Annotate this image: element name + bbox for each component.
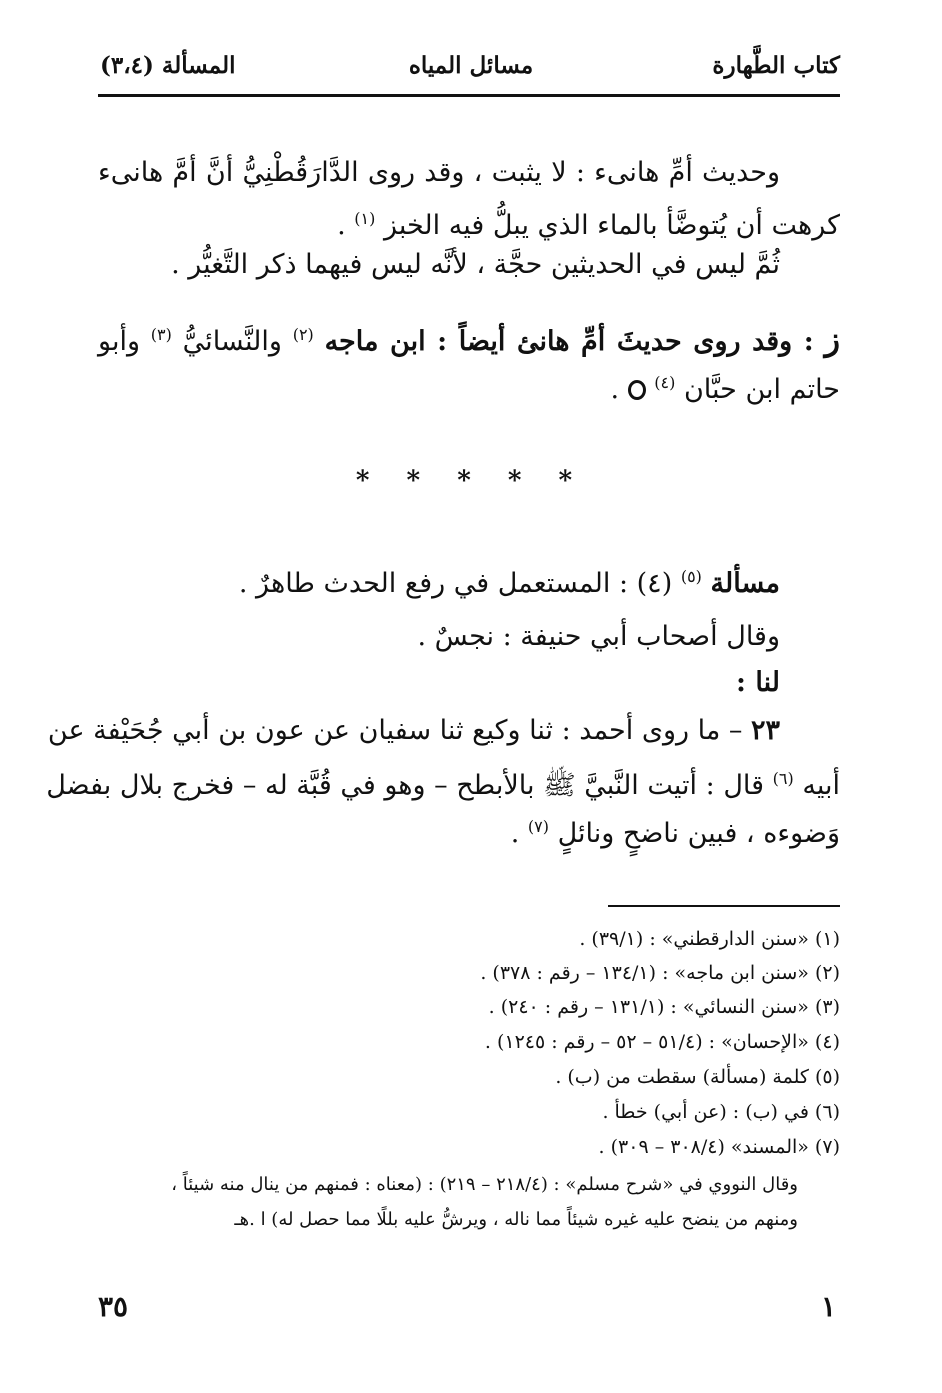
footnote-item: (٤) «الإحسان» : (٥١/٤ – ٥٢ – رقم : ١٢٤٥) . — [484, 1031, 840, 1053]
footnote-ref: (١) — [354, 209, 376, 228]
footnote-item: (٢) «سنن ابن ماجه» : (١٣٤/١ – رقم : ٣٧٨) . — [480, 962, 840, 984]
footnote-ref: (٦) — [772, 769, 794, 788]
body-line — [46, 762, 840, 803]
body-text: : وقد روى حديثَ أمِّ هانئ أيضاً : ابن ماجه — [324, 326, 814, 357]
hadith-number: ٢٣ — [750, 715, 780, 746]
body-text: قال : أتيت النَّبيَّ ﷺ بالأبطح – وهو في قُبَّة له – فخرج بلال بفضل — [46, 770, 765, 801]
issue-label: مسألة — [710, 568, 780, 599]
footnote-ref: (٤) — [654, 373, 676, 392]
footnote-item: (١) «سنن الدارقطني» : (٣٩/١) . — [579, 928, 840, 950]
body-text: حاتم ابن حبَّان — [683, 374, 840, 405]
body-line — [98, 620, 840, 654]
body-text: كرهت أن يُتوضَّأ بالماء الذي يبلُّ فيه الخبز — [383, 210, 840, 241]
body-text: والنَّسائيُّ — [182, 326, 282, 357]
section-separator: * * * * * — [355, 466, 587, 496]
body-line — [47, 714, 840, 748]
period: . — [510, 818, 520, 849]
footnote-ref: (٣) — [150, 325, 172, 344]
editor-mark: ز — [824, 320, 841, 358]
body-text: – ما روى أحمد : ثنا وكيع ثنا سفيان عن عون بن أبي جُحَيْفة عن — [47, 715, 743, 746]
footnote-item: وقال النووي في «شرح مسلم» : (٢١٨/٤ – ٢١٩) : (معناه : فمنهم من ينال منه شيئاً ، — [171, 1174, 798, 1195]
period: . — [610, 374, 620, 405]
footnote-item: ومنهم من ينضح عليه غيره شيئاً مما ناله ، ويرشُّ عليه بللًا مما حصل له) ا .هـ — [234, 1209, 798, 1230]
period: . — [337, 210, 346, 241]
footnote-ref: (٢) — [292, 325, 314, 344]
body-line — [98, 810, 840, 851]
body-text: ثُمَّ ليس في الحديثين حجَّة ، لأنَّه ليس فيهما ذكر التَّغيُّر . — [171, 249, 780, 280]
body-text: وأبو — [98, 326, 141, 357]
body-line — [98, 156, 840, 190]
body-line — [98, 666, 840, 700]
footnote-ref: (٥) — [680, 567, 702, 586]
page-number: ٣٥ — [98, 1290, 129, 1323]
body-line — [98, 202, 840, 243]
header-issue-number: المسألة (٣،٤) — [100, 52, 236, 79]
footnote-ref: (٧) — [527, 817, 549, 836]
end-circle-icon — [628, 380, 646, 400]
header-rule — [98, 94, 840, 97]
signature-number: ١ — [820, 1290, 836, 1323]
body-text: وَضوءه ، فبين ناضحٍ ونائلٍ — [557, 818, 840, 849]
header-chapter-title: مسائل المياه — [408, 52, 534, 79]
body-line — [98, 560, 840, 601]
footnote-item: (٦) في (ب) : (عن أبي) خطأ . — [602, 1101, 840, 1123]
footnote-item: (٧) «المسند» (٣٠٨/٤ – ٣٠٩) . — [598, 1136, 840, 1158]
footnote-item: (٥) كلمة (مسألة) سقطت من (ب) . — [555, 1066, 840, 1088]
body-line — [98, 318, 840, 359]
body-line — [98, 248, 840, 282]
body-text: لنا : — [736, 667, 780, 698]
body-text: (٤) : المستعمل في رفع الحدث طاهرٌ . — [238, 568, 673, 599]
header-book-title: كتاب الطَّهارة — [712, 52, 840, 79]
body-line — [98, 366, 840, 407]
footnote-item: (٣) «سنن النسائي» : (١٣١/١ – رقم : ٢٤٠) . — [488, 996, 840, 1018]
body-text: وقال أصحاب أبي حنيفة : نجسٌ . — [417, 621, 780, 652]
body-text: أبيه — [802, 770, 840, 801]
body-text: وحديث أمِّ هانىء : لا يثبت ، وقد روى الدَّارَقُطْنِيُّ أنَّ أمَّ هانىء — [98, 157, 780, 188]
footnote-rule — [608, 905, 840, 907]
